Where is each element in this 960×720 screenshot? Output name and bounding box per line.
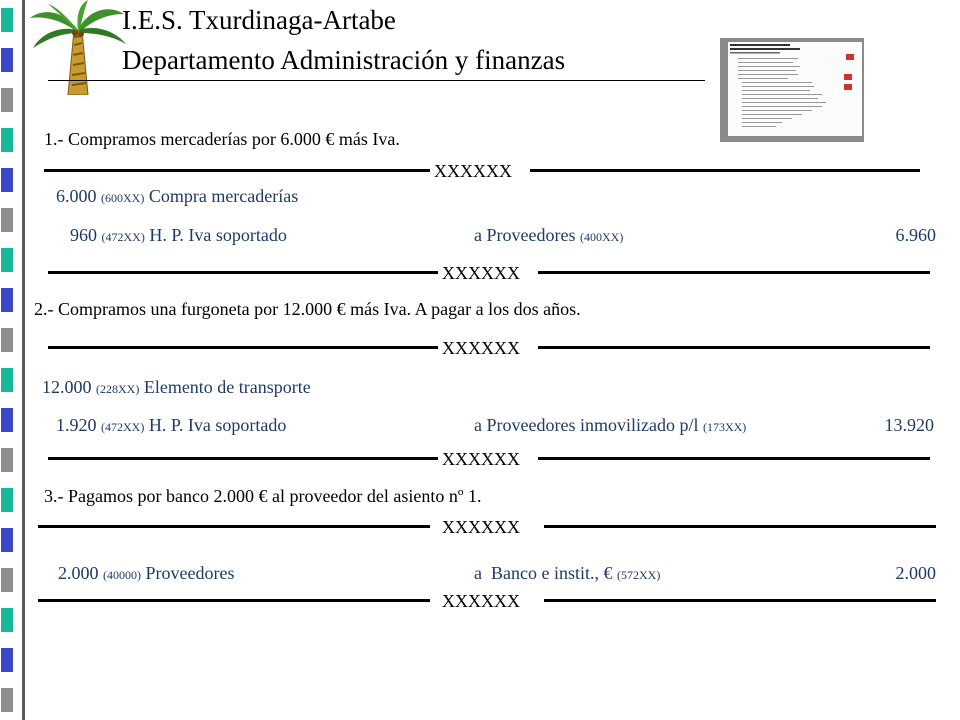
- stripe-square: [1, 208, 13, 232]
- debit-amount: 2.000: [58, 563, 99, 583]
- entry-2-debit-line-1: [42, 376, 311, 400]
- stripe-square: [1, 448, 13, 472]
- separator-bar-right: [538, 271, 930, 274]
- debit-amount: 1.920: [56, 415, 97, 435]
- separator-label: XXXXXX: [442, 449, 520, 469]
- stripe-square: [1, 288, 13, 312]
- decorative-side-stripe: [0, 0, 14, 720]
- separator-bar-right: [538, 457, 930, 460]
- entry-2-statement: 2.- Compramos una furgoneta por 12.000 € más Iva. A pagar a los dos años.: [34, 299, 581, 319]
- account-name: Proveedores inmovilizado p/l: [486, 415, 699, 435]
- stripe-square: [1, 48, 13, 72]
- separator-bar-right: [544, 599, 936, 602]
- stripe-square: [1, 528, 13, 552]
- account-code: (572XX): [616, 568, 661, 582]
- stripe-square: [1, 368, 13, 392]
- stripe-square: [1, 248, 13, 272]
- account-name: Elemento de transporte: [143, 377, 311, 397]
- entry-1-bottom-separator: [48, 262, 930, 284]
- account-code: (40000): [103, 568, 141, 582]
- entry-1-statement: 1.- Compramos mercaderías por 6.000 € más Iva.: [44, 129, 400, 149]
- separator-label: XXXXXX: [442, 591, 520, 611]
- stripe-square: [1, 328, 13, 352]
- entry-3-credit-amount: 2.000: [895, 563, 936, 583]
- separator-bar-left: [48, 271, 438, 274]
- debit-amount: 6.000: [56, 186, 97, 206]
- stripe-square: [1, 608, 13, 632]
- separator-label: XXXXXX: [442, 263, 520, 283]
- separator-bar-left: [44, 169, 430, 172]
- debit-amount: 960: [70, 225, 97, 245]
- account-name: Proveedores: [145, 563, 235, 583]
- stripe-square: [1, 88, 13, 112]
- separator-label: XXXXXX: [434, 161, 512, 181]
- credit-prefix: a: [474, 415, 482, 435]
- debit-amount: 12.000: [42, 377, 92, 397]
- entry-1-debit-line-2: [70, 224, 287, 248]
- account-name: Compra mercaderías: [148, 186, 299, 206]
- separator-bar-right: [530, 169, 920, 172]
- account-code: (472XX): [101, 230, 145, 244]
- entry-3-statement: 3.- Pagamos por banco 2.000 € al proveedor del asiento nº 1.: [44, 486, 482, 506]
- stripe-square: [1, 128, 13, 152]
- stripe-square: [1, 568, 13, 592]
- entry-2-top-separator: [48, 337, 930, 359]
- title-department: Departamento Administración y finanzas: [122, 45, 566, 75]
- title-underline: [48, 80, 705, 81]
- vertical-divider-line: [22, 0, 25, 720]
- entry-2-debit-line-2: [56, 414, 286, 438]
- entry-2-bottom-separator: [48, 448, 930, 470]
- separator-label: XXXXXX: [442, 338, 520, 358]
- title-school: I.E.S. Txurdinaga-Artabe: [122, 5, 396, 35]
- credit-prefix: a: [474, 563, 482, 583]
- entry-3-bottom-separator: [38, 590, 936, 612]
- stripe-square: [1, 488, 13, 512]
- entry-3-top-separator: [38, 516, 936, 538]
- entry-2-credit-amount: 13.920: [884, 415, 934, 435]
- entry-1-credit-line: [474, 224, 623, 248]
- separator-label: XXXXXX: [442, 517, 520, 537]
- account-code: (400XX): [579, 230, 624, 244]
- stripe-square: [1, 408, 13, 432]
- account-code: (173XX): [702, 420, 747, 434]
- account-name: H. P. Iva soportado: [149, 225, 287, 245]
- account-code: (472XX): [101, 420, 145, 434]
- document-thumbnail: [720, 38, 864, 142]
- entry-3-credit-line: [474, 562, 660, 586]
- separator-bar-left: [48, 457, 438, 460]
- account-name: Proveedores: [486, 225, 576, 245]
- account-code: (228XX): [96, 382, 140, 396]
- entry-2-credit-line: [474, 414, 746, 438]
- document-thumbnail-icon: [728, 42, 862, 136]
- separator-bar-left: [38, 599, 430, 602]
- entry-1-credit-amount: 6.960: [895, 225, 936, 245]
- separator-bar-right: [538, 346, 930, 349]
- stripe-square: [1, 8, 13, 32]
- credit-prefix: a: [474, 225, 482, 245]
- account-name: Banco e instit., €: [491, 563, 613, 583]
- entry-1-debit-line-1: [56, 185, 298, 209]
- entry-3-debit-line-1: [58, 562, 234, 586]
- separator-bar-left: [38, 525, 430, 528]
- separator-bar-left: [48, 346, 438, 349]
- stripe-square: [1, 688, 13, 712]
- entry-1-top-separator: [44, 160, 920, 182]
- account-name: H. P. Iva soportado: [148, 415, 287, 435]
- stripe-square: [1, 648, 13, 672]
- account-code: (600XX): [101, 191, 145, 205]
- separator-bar-right: [544, 525, 936, 528]
- stripe-square: [1, 168, 13, 192]
